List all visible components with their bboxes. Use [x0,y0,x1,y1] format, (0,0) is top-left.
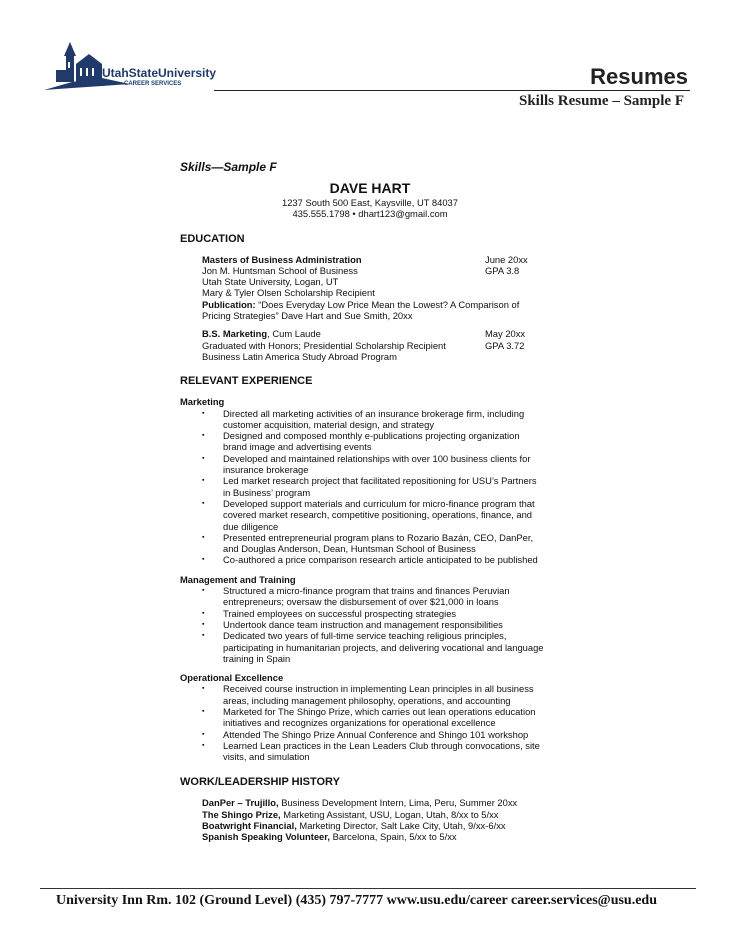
experience-item-line: visits, and simulation [223,751,310,763]
honors: Graduated with Honors; Presidential Scholarship Recipient [202,339,446,351]
bullet-icon: ▪ [202,499,205,507]
degree-1: Masters of Business Administration [202,253,362,265]
experience-item-line: customer acquisition, material design, and strategy [223,418,435,430]
experience-list [180,585,560,664]
work-org: Boatwright Financial, [202,820,297,832]
experience-item [180,532,560,555]
candidate-name: DAVE HART [329,180,411,196]
work-details: Barcelona, Spain, 5/xx to 5/xx [329,831,457,843]
degree-1-date: June 20xx [485,253,528,265]
experience-item-line: areas, including management philosophy, operations, and accounting [223,694,511,706]
work-entry [202,809,560,820]
footer-divider [40,888,696,889]
experience-group-title: Operational Excellence [180,672,284,684]
work-section [202,797,560,842]
publication-label: Publication: [202,298,256,310]
gpa-2: GPA 3.72 [485,339,525,351]
experience-item-line: brand image and advertising events [223,441,372,453]
header-title: Resumes [590,64,688,89]
experience-item-line: Directed all marketing activities of an insurance brokerage firm, including [223,407,525,419]
publication-text-2: Pricing Strategies” Dave Hart and Sue Smith, 20xx [202,310,413,322]
experience-item-line: Developed support materials and curriculum for micro-finance program that [223,497,535,509]
experience-item [180,554,560,565]
degree-2: B.S. Marketing [202,328,268,340]
experience-item [180,475,560,498]
school-1: Jon M. Huntsman School of Business [202,264,358,276]
work-entry [202,820,560,831]
experience-item [180,619,560,630]
bullet-icon: ▪ [202,730,205,738]
experience-item-line: Learned Lean practices in the Lean Leaders Club through convocations, site [223,739,540,751]
experience-list [180,683,560,762]
education-section [202,254,560,363]
work-entry [202,831,560,842]
experience-item-line: Received course instruction in implementing Lean principles in all business [223,683,534,695]
experience-item-line: entrepreneurs; oversaw the disbursement of over $21,000 in loans [223,596,499,608]
bullet-icon: ▪ [202,477,205,485]
bullet-icon: ▪ [202,454,205,462]
experience-item-line: Developed and maintained relationships with over 100 business clients for [223,452,531,464]
bullet-icon: ▪ [202,533,205,541]
experience-item-line: Trained employees on successful prospecting strategies [223,607,457,619]
experience-section [180,396,560,762]
work-details: Marketing Director, Salt Lake City, Utah, 9/xx-6/xx [296,820,506,832]
bullet-icon: ▪ [202,587,205,595]
work-details: Marketing Assistant, USU, Logan, Utah, 8/xx to 5/xx [280,808,499,820]
experience-item-line: Undertook dance team instruction and management responsibilities [223,618,503,630]
experience-item [180,706,560,729]
experience-item-line: Presented entrepreneurial program plans to Rozario Bazán, CEO, DanPer, [223,531,534,543]
experience-item-line: initiatives and recognizes organizations for operational excellence [223,717,496,729]
bullet-icon: ▪ [202,632,205,640]
university: Utah State University, Logan, UT [202,276,339,288]
degree-2-honors: , Cum Laude [267,328,321,340]
experience-group-title: Management and Training [180,573,296,585]
experience-item [180,630,560,664]
experience-item-line: participating in humanitarian projects, and delivering vocational and language [223,641,544,653]
experience-item-line: Dedicated two years of full-time service teaching religious principles, [223,630,507,642]
gpa-1: GPA 3.8 [485,264,520,276]
work-heading: WORK/LEADERSHIP HISTORY [180,776,340,789]
degree-2-date: May 20xx [485,328,526,340]
header-divider [214,90,690,91]
scholarship: Mary & Tyler Olsen Scholarship Recipient [202,287,375,299]
experience-heading: RELEVANT EXPERIENCE [180,375,313,388]
bullet-icon: ▪ [202,620,205,628]
bullet-icon: ▪ [202,432,205,440]
publication-text: “Does Everyday Low Price Mean the Lowest? A Comparison of [255,298,520,310]
experience-item-line: Designed and composed monthly e-publications projecting organization [223,430,520,442]
experience-item-line: and Douglas Anderson, Dean, Huntsman School of Business [223,543,476,555]
experience-item-line: Marketed for The Shingo Prize, which carries out lean operations education [223,705,536,717]
experience-item [180,408,560,431]
education-heading: EDUCATION [180,232,245,245]
experience-item [180,729,560,740]
work-org: The Shingo Prize, [202,808,281,820]
candidate-address: 1237 South 500 East, Kaysville, UT 84037 [282,197,458,208]
experience-item [180,683,560,706]
work-details: Business Development Intern, Lima, Peru, Summer 20xx [278,797,518,809]
footer-contact: University Inn Rm. 102 (Ground Level) (435) 797-7777 www.usu.edu/career career.services@usu.edu [56,893,658,908]
work-entry [202,797,560,808]
resume-body [180,180,560,843]
usu-logo [42,38,232,96]
experience-item-line: insurance brokerage [223,464,309,476]
experience-item [180,498,560,532]
experience-item [180,740,560,763]
experience-item [180,585,560,608]
work-org: DanPer – Trujillo, [202,797,279,809]
experience-item-line: Structured a micro-finance program that trains and finances Peruvian [223,585,510,597]
logo-wordmark: UtahStateUniversity [102,66,217,80]
experience-list [180,408,560,566]
bullet-icon: ▪ [202,409,205,417]
header-subtitle: Skills Resume – Sample F [518,93,684,109]
experience-item-line: Led market research project that facilitated repositioning for USU’s Partners [223,475,537,487]
work-org: Spanish Speaking Volunteer, [202,831,330,843]
sample-label: Skills—Sample F [180,160,277,174]
experience-item [180,608,560,619]
experience-item-line: Co-authored a price comparison research article anticipated to be published [223,554,538,566]
experience-group-title: Marketing [180,396,225,408]
bullet-icon: ▪ [202,685,205,693]
experience-item-line: in Business’ program [223,486,311,498]
experience-item-line: training in Spain [223,652,291,664]
bullet-icon: ▪ [202,741,205,749]
experience-item [180,430,560,453]
study-abroad: Business Latin America Study Abroad Program [202,350,397,362]
bullet-icon: ▪ [202,556,205,564]
experience-item-line: due diligence [223,520,279,532]
experience-item [180,453,560,476]
bullet-icon: ▪ [202,707,205,715]
experience-item-line: covered market research, competitive positioning, operations, finance, and [223,509,533,521]
logo-subtext: CAREER SERVICES [124,81,182,87]
experience-item-line: Attended The Shingo Prize Annual Conference and Shingo 101 workshop [223,728,529,740]
candidate-contact: 435.555.1798 • dhart123@gmail.com [292,208,448,220]
bullet-icon: ▪ [202,609,205,617]
